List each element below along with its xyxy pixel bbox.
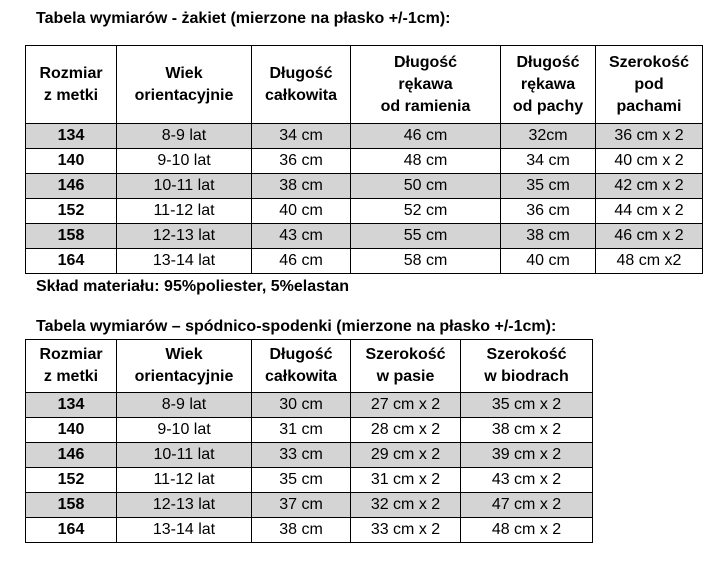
column-header-line: Długość	[516, 53, 580, 71]
column-header-line: Szerokość	[608, 53, 690, 71]
size-cell: 152	[26, 468, 117, 493]
table-cell: 10-11 lat	[117, 174, 252, 199]
column-header	[26, 46, 117, 124]
column-header-line: Długość	[269, 64, 333, 82]
column-header	[461, 340, 593, 393]
skort-size-table	[25, 339, 593, 543]
column-header-line: orientacyjnie	[134, 86, 234, 104]
table-cell: 38 cm	[252, 518, 351, 543]
table-cell: 13-14 lat	[117, 249, 252, 274]
column-header-line: z metki	[43, 86, 99, 104]
column-header-line: rękawa	[520, 75, 576, 93]
table-cell: 55 cm	[351, 224, 501, 249]
column-header	[501, 46, 596, 124]
column-header-line: Długość	[269, 346, 333, 363]
table-row	[26, 249, 703, 274]
table-cell: 29 cm x 2	[351, 443, 461, 468]
table-cell: 46 cm x 2	[596, 224, 703, 249]
column-header-line: Szerokość	[365, 346, 446, 363]
table-cell: 40 cm	[501, 249, 596, 274]
table-cell: 44 cm x 2	[596, 199, 703, 224]
table-cell: 43 cm	[252, 224, 351, 249]
table-row	[26, 443, 593, 468]
size-cell: 158	[26, 493, 117, 518]
size-cell: 158	[26, 224, 117, 249]
table-cell: 8-9 lat	[117, 393, 252, 418]
table-cell: 50 cm	[351, 174, 501, 199]
column-header-line: w pasie	[376, 368, 435, 385]
table-cell: 9-10 lat	[117, 418, 252, 443]
jacket-table-title: Tabela wymiarów - żakiet (mierzone na płasko +/-1cm):	[36, 10, 451, 27]
table-cell: 36 cm	[252, 149, 351, 174]
table-cell: 38 cm	[252, 174, 351, 199]
table-cell: 39 cm x 2	[461, 443, 593, 468]
table-row	[26, 224, 703, 249]
table-cell: 33 cm	[252, 443, 351, 468]
size-cell: 146	[26, 174, 117, 199]
skort-table-title: Tabela wymiarów – spódnico-spodenki (mierzone na płasko +/-1cm):	[36, 318, 557, 335]
column-header-line: Rozmiar	[39, 346, 103, 363]
size-cell: 164	[26, 249, 117, 274]
table-cell: 30 cm	[252, 393, 351, 418]
table-cell: 27 cm x 2	[351, 393, 461, 418]
jacket-size-table	[25, 45, 703, 274]
column-header-line: z metki	[43, 368, 99, 385]
size-cell: 134	[26, 124, 117, 149]
table-cell: 36 cm	[501, 199, 596, 224]
table-cell: 12-13 lat	[117, 493, 252, 518]
table-cell: 38 cm x 2	[461, 418, 593, 443]
column-header	[117, 340, 252, 393]
size-cell: 140	[26, 149, 117, 174]
table-cell: 35 cm x 2	[461, 393, 593, 418]
size-cell: 140	[26, 418, 117, 443]
table-row	[26, 468, 593, 493]
table-cell: 34 cm	[501, 149, 596, 174]
skort-header-row	[26, 340, 593, 393]
table-cell: 36 cm x 2	[596, 124, 703, 149]
table-cell: 28 cm x 2	[351, 418, 461, 443]
table-cell: 8-9 lat	[117, 124, 252, 149]
table-cell: 43 cm x 2	[461, 468, 593, 493]
table-cell: 32 cm x 2	[351, 493, 461, 518]
column-header-line: całkowita	[264, 86, 338, 104]
column-header-line: Wiek	[165, 64, 203, 82]
column-header-line: całkowita	[264, 368, 338, 385]
table-cell: 48 cm	[351, 149, 501, 174]
table-cell: 13-14 lat	[117, 518, 252, 543]
table-row	[26, 199, 703, 224]
table-row	[26, 124, 703, 149]
table-cell: 12-13 lat	[117, 224, 252, 249]
size-cell: 134	[26, 393, 117, 418]
column-header-line: Rozmiar	[39, 64, 103, 82]
table-row	[26, 518, 593, 543]
table-cell: 42 cm x 2	[596, 174, 703, 199]
table-cell: 58 cm	[351, 249, 501, 274]
table-cell: 32cm	[501, 124, 596, 149]
size-cell: 146	[26, 443, 117, 468]
size-cell: 164	[26, 518, 117, 543]
table-cell: 35 cm	[501, 174, 596, 199]
table-cell: 38 cm	[501, 224, 596, 249]
table-cell: 10-11 lat	[117, 443, 252, 468]
table-cell: 35 cm	[252, 468, 351, 493]
column-header-line: od ramienia	[380, 97, 471, 115]
table-row	[26, 174, 703, 199]
table-row	[26, 418, 593, 443]
table-cell: 34 cm	[252, 124, 351, 149]
table-cell: 47 cm x 2	[461, 493, 593, 518]
table-cell: 11-12 lat	[117, 199, 252, 224]
table-cell: 11-12 lat	[117, 468, 252, 493]
table-cell: 31 cm x 2	[351, 468, 461, 493]
table-cell: 37 cm	[252, 493, 351, 518]
table-cell: 33 cm x 2	[351, 518, 461, 543]
column-header	[252, 46, 351, 124]
jacket-header-row	[26, 46, 703, 124]
table-cell: 48 cm x2	[596, 249, 703, 274]
column-header-line: pod	[634, 75, 664, 93]
table-cell: 46 cm	[351, 124, 501, 149]
size-cell: 152	[26, 199, 117, 224]
column-header	[26, 340, 117, 393]
column-header-line: orientacyjnie	[134, 368, 234, 385]
table-cell: 46 cm	[252, 249, 351, 274]
table-cell: 52 cm	[351, 199, 501, 224]
table-cell: 31 cm	[252, 418, 351, 443]
material-composition: Skład materiału: 95%poliester, 5%elastan	[36, 278, 350, 295]
table-row	[26, 493, 593, 518]
table-cell: 40 cm x 2	[596, 149, 703, 174]
column-header-line: pachami	[616, 97, 682, 115]
column-header-line: rękawa	[398, 75, 453, 93]
column-header	[252, 340, 351, 393]
table-cell: 48 cm x 2	[461, 518, 593, 543]
table-cell: 9-10 lat	[117, 149, 252, 174]
column-header-line: od pachy	[512, 97, 584, 115]
column-header-line: w biodrach	[484, 368, 569, 385]
column-header	[596, 46, 703, 124]
column-header-line: Długość	[393, 53, 458, 71]
column-header	[117, 46, 252, 124]
column-header	[351, 46, 501, 124]
table-row	[26, 393, 593, 418]
column-header	[351, 340, 461, 393]
table-cell: 40 cm	[252, 199, 351, 224]
table-row	[26, 149, 703, 174]
column-header-line: Szerokość	[486, 346, 567, 363]
column-header-line: Wiek	[165, 346, 203, 363]
